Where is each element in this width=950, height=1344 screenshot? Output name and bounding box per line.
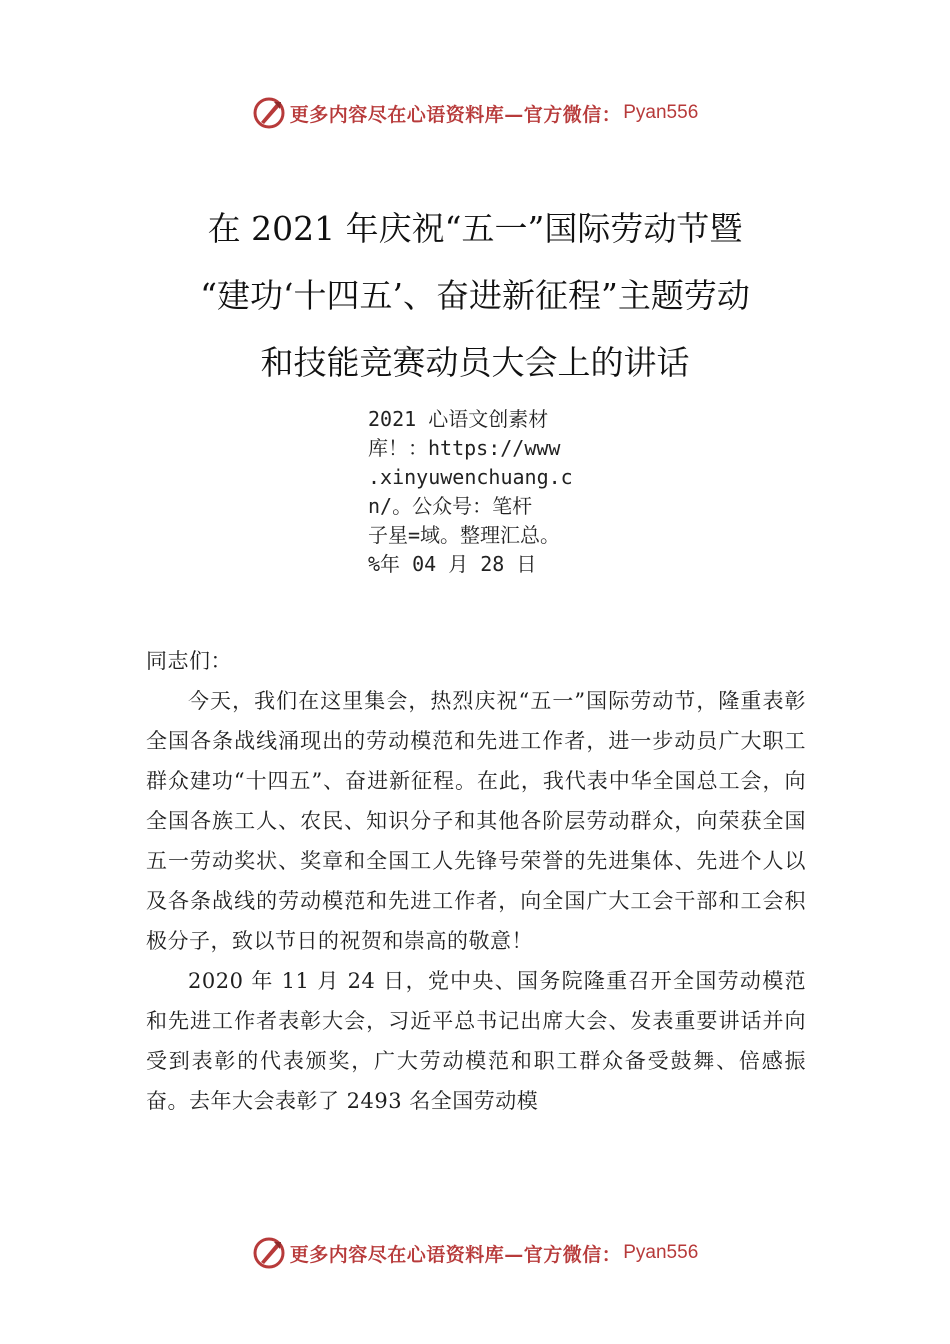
paragraph: 2020 年 11 月 24 日，党中央、国务院隆重召开全国劳动模范和先进工作者表彰大会，习近平总书记出席大会、发表重要讲话并向受到表彰的代表颁奖，广大劳动模范和职工群众备受鼓舞、倍感振奋。去年大会表彰了 2493 名全国劳动模 <box>146 969 806 1113</box>
meta-line: .xinyuwenchuang.c <box>368 465 573 489</box>
meta-line: 库！：https://www <box>368 436 561 460</box>
document-title <box>0 195 950 396</box>
salutation: 同志们： <box>146 649 232 673</box>
title-line-3: 和技能竞赛动员大会上的讲话 <box>260 343 690 382</box>
title-line-1: 在 2021 年庆祝“五一”国际劳动节暨 <box>207 209 743 248</box>
meta-line: %年 04 月 28 日 <box>368 552 537 576</box>
banner-wechat-id: Pyan556 <box>623 1242 699 1263</box>
quill-logo-icon <box>252 96 286 130</box>
meta-line: n/。公众号：笔杆 <box>368 494 533 518</box>
meta-line: 子星=域。整理汇总。 <box>368 523 561 547</box>
footer-watermark-banner <box>0 1233 950 1273</box>
source-date-block <box>368 405 618 579</box>
banner-text: 更多内容尽在心语资料库—官方微信： <box>289 1243 622 1266</box>
quill-logo-icon <box>252 1236 286 1270</box>
paragraph: 今天，我们在这里集会，热烈庆祝“五一”国际劳动节，隆重表彰全国各条战线涌现出的劳动模范和先进工作者，进一步动员广大职工群众建功“十四五”、奋进新征程。在此，我代表中华全国总工会，向全国各族工人、农民、知识分子和其他各阶层劳动群众，向荣获全国五一劳动奖状、奖章和全国工人先锋号荣誉的先进集体、先进个人以及各条战线的劳动模范和先进工作者，向全国广大工会干部和工会积极分子，致以节日的祝贺和崇高的敬意！ <box>146 689 806 953</box>
header-watermark-banner <box>0 93 950 133</box>
speech-body <box>146 641 806 1121</box>
banner-text: 更多内容尽在心语资料库—官方微信： <box>289 103 622 126</box>
title-line-2: “建功‘十四五’、奋进新征程”主题劳动 <box>200 276 750 315</box>
banner-wechat-id: Pyan556 <box>623 102 699 123</box>
meta-line: 2021 心语文创素材 <box>368 407 549 431</box>
